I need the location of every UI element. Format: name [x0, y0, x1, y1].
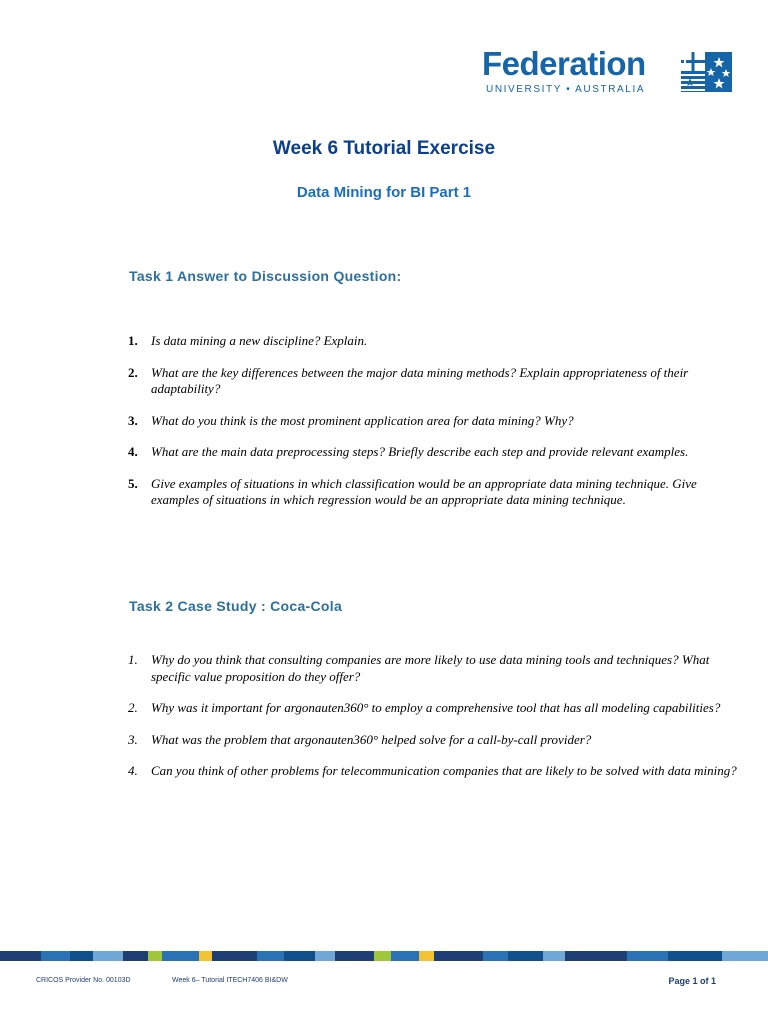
question-text: Why was it important for argonauten360° to employ a comprehensive tool that has all modeling capabilities?	[151, 700, 721, 715]
question-number: 5.	[128, 475, 138, 491]
footer-cricos: CRICOS Provider No. 00103D	[36, 977, 131, 984]
document-title: Week 6 Tutorial Exercise	[272, 138, 496, 159]
question-number: 2.	[128, 364, 138, 380]
task2-question	[128, 763, 738, 780]
document-subtitle: Data Mining for BI Part 1	[296, 184, 472, 201]
federation-flag-icon	[681, 52, 732, 92]
footer-page-number: Page 1 of 1	[668, 976, 716, 986]
logo-tagline: UNIVERSITY • AUSTRALIA	[486, 84, 646, 95]
task2-question-list	[128, 652, 738, 780]
footer-bar-segment	[627, 951, 668, 961]
footer-bar-segment	[565, 951, 627, 961]
footer-bar-segment	[148, 951, 162, 961]
question-number: 4.	[128, 763, 138, 778]
question-text: What do you think is the most prominent application area for data mining? Why?	[151, 412, 574, 428]
footer-bar-segment	[335, 951, 374, 961]
footer-bar-segment	[93, 951, 124, 961]
footer-bar-segment	[668, 951, 721, 961]
footer-bar-segment	[0, 951, 41, 961]
task1-question-list	[128, 333, 738, 509]
federation-logo	[480, 45, 735, 100]
footer-course: Week 6– Tutorial ITECH7406 BI&DW	[172, 977, 288, 984]
question-text: What are the main data preprocessing steps? Briefly describe each step and provide relevant examples.	[151, 444, 689, 459]
logo-wordmark: Federation	[482, 45, 646, 82]
footer-bar-segment	[41, 951, 70, 961]
footer-bar-segment	[123, 951, 148, 961]
question-text: Can you think of other problems for telecommunication companies that are likely to be solved with data mining?	[151, 763, 737, 778]
task1-question	[128, 476, 738, 509]
footer-bar-segment	[284, 951, 315, 961]
task2-question	[128, 652, 738, 685]
question-text: Give examples of situations in which classification would be an appropriate data mining technique. Give examples of situations in which regression would be an appropriate data mining technique.	[151, 475, 697, 507]
task2-question	[128, 700, 738, 717]
footer-bar-segment	[391, 951, 420, 961]
question-text: Is data mining a new discipline? Explain.	[151, 333, 368, 348]
task1-question	[128, 444, 738, 461]
footer-bar-segment	[315, 951, 336, 961]
question-text: Why do you think that consulting companies are more likely to use data mining tools and techniques? What specific value proposition do they offer?	[151, 652, 710, 684]
footer-bar-segment	[374, 951, 390, 961]
task2-heading: Task 2 Case Study : Coca-Cola	[129, 598, 343, 614]
footer-bar-segment	[257, 951, 284, 961]
question-number: 2.	[128, 700, 138, 715]
task2-question	[128, 732, 738, 749]
question-number: 1.	[128, 652, 138, 667]
question-number: 3.	[128, 412, 138, 428]
footer-bar-segment	[508, 951, 543, 961]
question-number: 4.	[128, 444, 138, 459]
footer-bar-segment	[419, 951, 433, 961]
footer-bar-segment	[434, 951, 483, 961]
footer-bar-segment	[722, 951, 768, 961]
question-text: What was the problem that argonauten360° helped solve for a call-by-call provider?	[151, 731, 592, 747]
footer-bar-segment	[543, 951, 566, 961]
footer-bar-segment	[212, 951, 257, 961]
task1-question	[128, 333, 738, 350]
task1-question	[128, 413, 738, 430]
footer-color-bar	[0, 951, 768, 961]
question-number: 1.	[128, 333, 138, 348]
task1-question	[128, 365, 738, 398]
footer-bar-segment	[199, 951, 211, 961]
footer-bar-segment	[162, 951, 199, 961]
footer-bar-segment	[483, 951, 508, 961]
question-text: What are the key differences between the major data mining methods? Explain appropriateness of their adaptability?	[151, 364, 689, 396]
question-number: 3.	[128, 731, 138, 747]
task1-heading: Task 1 Answer to Discussion Question:	[129, 268, 402, 284]
footer-bar-segment	[70, 951, 93, 961]
